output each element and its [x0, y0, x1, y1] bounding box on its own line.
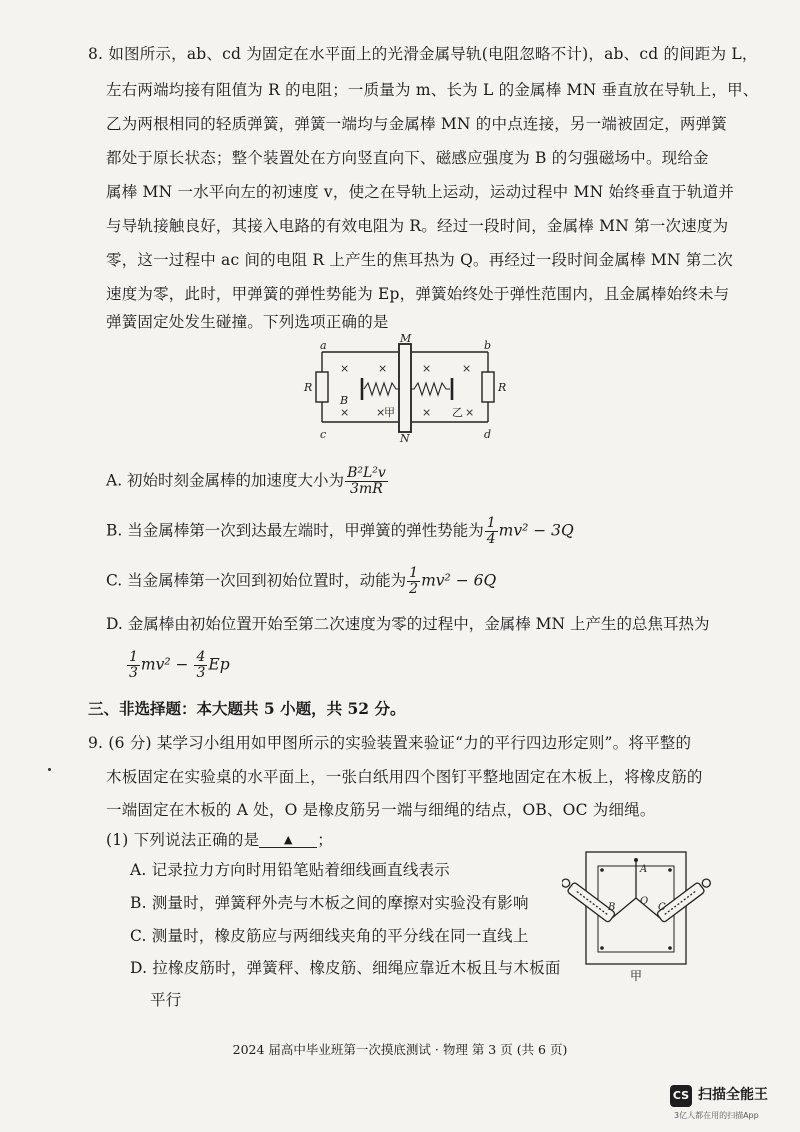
fig-label-A: A	[640, 864, 648, 875]
cross-4: ×	[376, 406, 386, 419]
page-footer: 2024 届高中毕业班第一次摸底测试 · 物理 第 3 页 (共 6 页)	[232, 1042, 568, 1057]
q8-option-d-expression: $\frac{1}{3}$ mv² − $\frac{4}{3}$ Ep	[129, 649, 230, 681]
option-a-fraction: $\frac{\text{B²L²v}}{3mR}$	[347, 465, 386, 497]
cross-5: ×	[422, 362, 432, 375]
q9-sub1: (1) 下列说法正确的是 ▲ ；	[106, 831, 333, 849]
q8-line-5: 属棒 MN 一水平向左的初速度 v，使之在导轨上运动，运动过程中 MN 始终垂直于轨道并	[106, 183, 735, 201]
label-R-right: R	[498, 381, 507, 394]
cross-6: ×	[462, 362, 472, 375]
cross-8: ×	[465, 406, 475, 419]
label-N: N	[400, 432, 410, 444]
fig-label-B: B	[608, 902, 616, 913]
q9-line-1: 9. (6 分) 某学习小组用如甲图所示的实验装置来验证“力的平行四边形定则”。将平整的	[88, 734, 692, 752]
option-b-text: B. 当金属棒第一次到达最左端时，甲弹簧的弹性势能为	[106, 521, 484, 540]
q8-line-6: 与导轨接触良好，其接入电路的有效电阻为 R。经过一段时间，金属棒 MN 第一次速度为	[106, 217, 729, 235]
cross-1: ×	[340, 362, 350, 375]
label-B-field: B	[340, 394, 349, 407]
q9-option-b[interactable]: B. 测量时，弹簧秤外壳与木板之间的摩擦对实验没有影响	[130, 894, 529, 912]
option-c-text: C. 当金属棒第一次回到初始位置时，动能为	[106, 571, 407, 590]
q8-line-2: 左右两端均接有阻值为 R 的电阻；一质量为 m、长为 L 的金属棒 MN 垂直放在导轨上，甲、	[106, 81, 759, 99]
cs-logo-icon: CS	[670, 1085, 692, 1107]
q9-apparatus-figure	[562, 848, 712, 984]
q8-line-1: 8. 如图所示，ab、cd 为固定在水平面上的光滑金属导轨(电阻忽略不计)，ab、cd 的间距为 L，	[88, 45, 758, 63]
watermark-tagline: 3亿人都在用的扫描App	[674, 1111, 759, 1120]
section-3-heading: 三、非选择题：本大题共 5 小题，共 52 分。	[88, 699, 406, 718]
q9-line-3: 一端固定在木板的 A 处，O 是橡皮筋另一端与细绳的结点，OB、OC 为细绳。	[106, 801, 656, 819]
option-b-expr: mv² − 3Q	[498, 521, 574, 540]
fig-label-O: O	[640, 896, 649, 907]
margin-dot	[48, 768, 51, 771]
q8-option-a[interactable]	[106, 466, 389, 497]
q9-option-d[interactable]: D. 拉橡皮筋时，弹簧秤、橡皮筋、细绳应靠近木板且与木板面	[130, 959, 561, 977]
label-jia: 甲	[384, 406, 395, 419]
cross-2: ×	[378, 362, 388, 375]
q8-line-4: 都处于原长状态；整个装置处在方向竖直向下、磁感应强度为 B 的匀强磁场中。现给金	[106, 149, 709, 167]
answer-blank[interactable]: ▲	[259, 833, 317, 848]
option-c-fraction: $\frac{1}{2}$	[409, 565, 419, 597]
q9-option-c[interactable]: C. 测量时，橡皮筋应与两细线夹角的平分线在同一直线上	[130, 927, 529, 945]
cross-3: ×	[340, 406, 350, 419]
q9-option-d-cont: 平行	[150, 991, 182, 1009]
option-d-text: D. 金属棒由初始位置开始至第二次速度为零的过程中，金属棒 MN 上产生的总焦耳热为	[106, 615, 710, 633]
q9-line-2: 木板固定在实验桌的水平面上，一张白纸用四个图钉平整地固定在木板上，将橡皮筋的	[106, 768, 703, 786]
q9-option-a[interactable]: A. 记录拉力方向时用铅笔贴着细线画直线表示	[130, 861, 450, 879]
q8-option-b[interactable]	[106, 516, 574, 547]
q8-line-9: 弹簧固定处发生碰撞。下列选项正确的是	[106, 313, 389, 331]
label-M: M	[400, 334, 412, 345]
fig-caption: 甲	[630, 969, 643, 983]
scanner-watermark	[670, 1083, 790, 1123]
label-a: a	[320, 339, 327, 352]
option-a-text: A. 初始时刻金属棒的加速度大小为	[106, 471, 345, 490]
q8-line-7: 零，这一过程中 ac 间的电阻 R 上产生的焦耳热为 Q。再经过一段时间金属棒 MN 第二次	[106, 251, 733, 269]
watermark-app-name: 扫描全能王	[698, 1087, 768, 1103]
q8-line-8: 速度为零，此时，甲弹簧的弹性势能为 Ep，弹簧始终处于弹性范围内，且金属棒始终未与	[106, 285, 730, 303]
option-b-fraction: $\frac{1}{4}$	[486, 515, 496, 547]
cross-7: ×	[422, 406, 432, 419]
label-b: b	[484, 339, 492, 352]
fig-label-C: C	[658, 902, 666, 913]
q8-line-3: 乙为两根相同的轻质弹簧，弹簧一端均与金属棒 MN 的中点连接，另一端被固定，两弹簧	[106, 115, 727, 133]
label-d: d	[484, 428, 492, 441]
label-R-left: R	[304, 381, 313, 394]
q8-circuit-figure	[300, 334, 520, 444]
label-c: c	[320, 428, 327, 441]
option-c-expr: mv² − 6Q	[421, 571, 497, 590]
q8-option-d[interactable]	[106, 614, 710, 634]
label-yi: 乙	[452, 406, 463, 419]
q8-option-c[interactable]	[106, 566, 496, 597]
